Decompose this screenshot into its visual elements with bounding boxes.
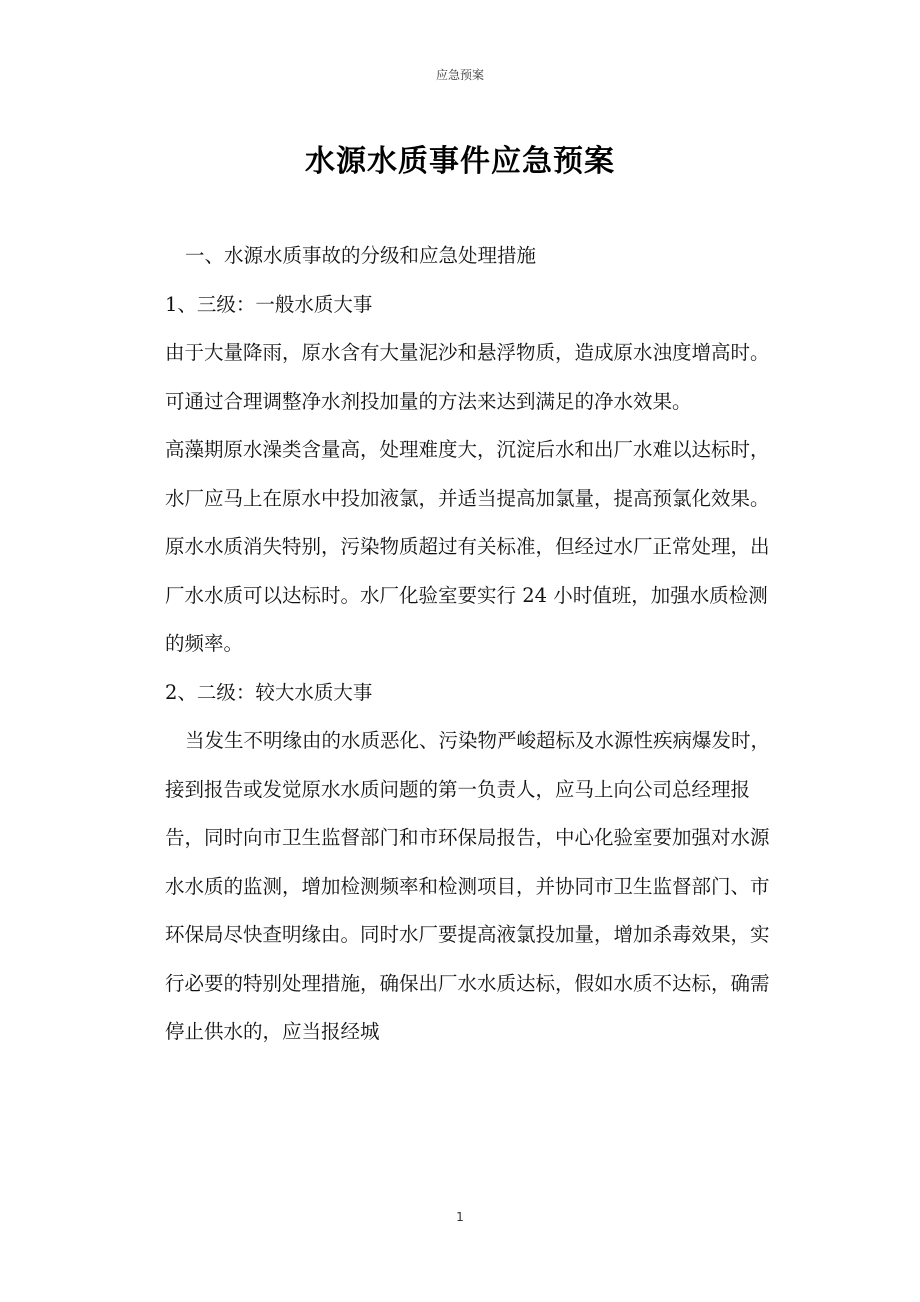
paragraph: 原水水质消失特别，污染物质超过有关标准，但经过水厂正常处理，出厂水水质可以达标时。水厂化验室要实行 24 小时值班，加强水质检测的频率。 [165, 535, 770, 655]
level3-heading: 1、三级：一般水质大事 [165, 292, 373, 316]
running-header: 应急预案 [435, 68, 484, 82]
section-heading: 一、水源水质事故的分级和应急处理措施 [185, 244, 537, 267]
paragraph: 由于大量降雨，原水含有大量泥沙和悬浮物质，造成原水浊度增高时。可通过合理调整净水剂投加量的方法来达到满足的净水效果。 [165, 341, 770, 413]
document-title: 水源水质事件应急预案 [305, 144, 615, 179]
paragraph: 高藻期原水澡类含量高，处理难度大，沉淀后水和出厂水难以达标时，水厂应马上在原水中投加液氯，并适当提高加氯量，提高预氯化效果。 [165, 438, 770, 510]
level2-heading: 2、二级：较大水质大事 [165, 680, 373, 704]
page-number: 1 [456, 1210, 464, 1224]
paragraph: 当发生不明缘由的水质恶化、污染物严峻超标及水源性疾病爆发时，接到报告或发觉原水水质问题的第一负责人，应马上向公司总经理报告，同时向市卫生监督部门和市环保局报告，中心化验室要加强对水源水水质的监测，增加检测频率和检测项目，并协同市卫生监督部门、市环保局尽快查明缘由。同时水厂要提高液氯投加量，增加杀毒效果，实行必要的特别处理措施，确保出厂水水质达标，假如水质不达标，确需停止供水的，应当报经城 [165, 729, 771, 1043]
document-body [165, 232, 785, 1057]
